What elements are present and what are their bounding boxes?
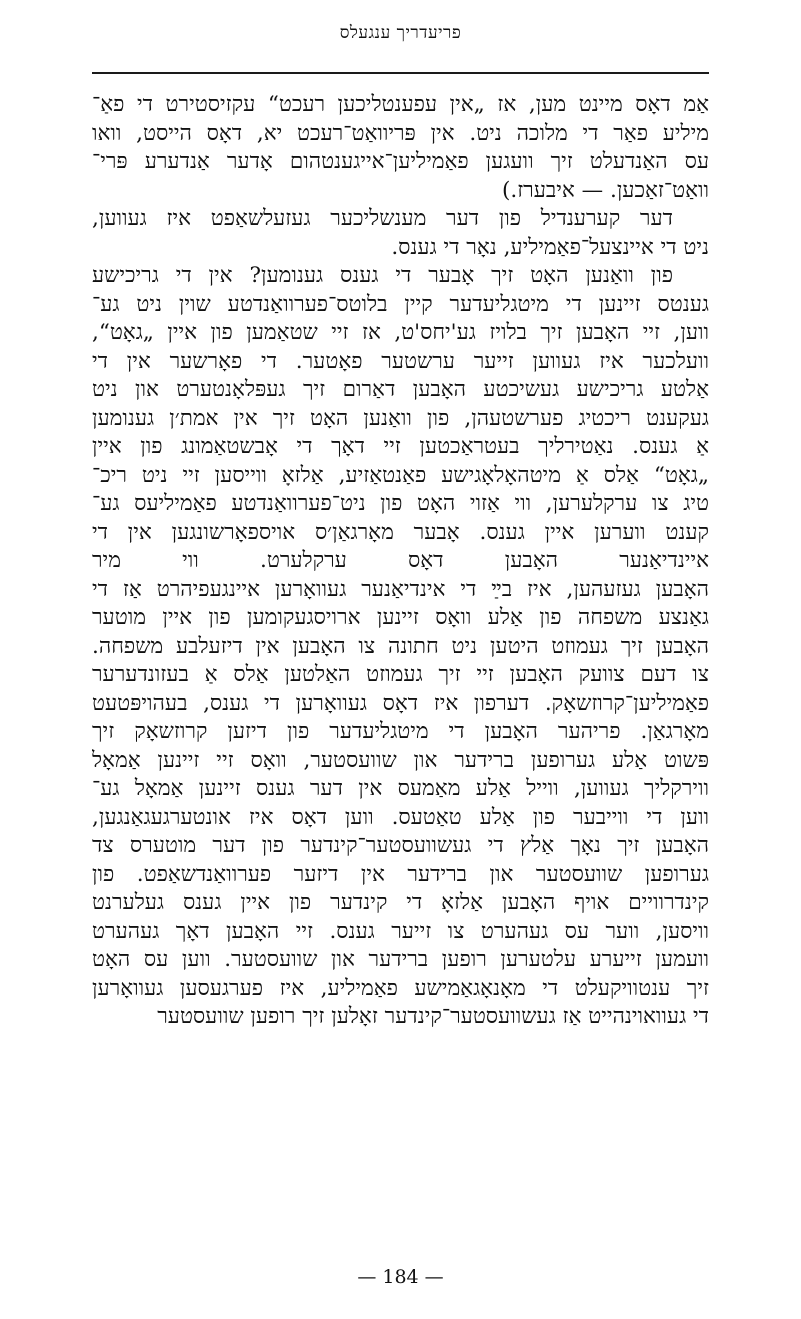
running-header: פריעדריך ענגעלס [339, 23, 462, 43]
paragraph [92, 91, 709, 205]
text-line: ווירקליך געווען, ווייל אַלע מאַמעס אין דער גענס זיינען אַמאָל גע־ [92, 776, 709, 801]
text-line: גענטס זיינען די מיטגליעדער קיין בלוטס־פערוואַנדטע שוין ניט גע־ [92, 291, 709, 317]
text-line: האָבען זיך געמוזט היטען ניט חתונה צו האָבען אין דיזעלבע משפחה. [92, 633, 709, 659]
text-line: קינדרוויים אויף האָבען אַלזאָ די קינדער פון איין גענס געלערנט [92, 890, 709, 915]
text-line: ווען די ווייבער פון אַלע טאַטעס. ווען דאָס איז אונטערגעגאַנגען, [92, 804, 709, 830]
text-line: וועמען זייערע עלטערען רופען ברידער און שוועסטער. ווען עס האָט [92, 947, 709, 972]
text-line: אַ גענס. נאַטירליך בעטראַכטען זיי דאָך די אָבשטאַמונג פון איין [92, 434, 709, 459]
text-line: גערופען שוועסטער און ברידער אין דיזער פערוואַנדשאַפט. פון [92, 861, 709, 887]
text-line: אַלטע גריכישע געשיכטע האָבען דאַרום זיך געפּלאָנטערט און ניט [92, 377, 709, 402]
text-line: מיליע פאַר די מלוכה ניט. אין פּריוואַט־רעכט יא, דאָס הייסט, וואו [92, 120, 709, 146]
text-line: וועלכער איז געווען זייער ערשטער פאָטער. די פאָרשער אין די [92, 348, 709, 374]
text-line: מאָרגאַן. פריהער האָבען די מיטגליעדער פון דיזען קרוזשאָק זיך [92, 719, 709, 744]
paragraph [92, 205, 709, 262]
text-line: עס האַנדעלט זיך וועגען פאַמיליען־אייגענטהום אָדער אַנדערע פּרי־ [92, 149, 709, 174]
paragraph [92, 262, 709, 1032]
text-line: טיג צו ערקלערען, ווי אַזוי האָט פון ניט־פערוואַנדטע פאַמיליעס גע־ [92, 491, 709, 516]
text-line: אַמ דאָס מיינט מען, אז „אין עפענטליכען רעכט“ עקזיסטירט די פאַ־ [92, 92, 709, 117]
text-line: זיך ענטוויקעלט די מאָנאָגאַמישע פאַמיליע, איז פערגעסען געוואָרען [92, 975, 709, 1001]
text-line: האָבען זיך נאָך אַלץ די געשוועסטער־קינדער פון דער מוטערס צד [92, 833, 709, 858]
text-line: ניט די איינצעל־פאַמיליע, נאָר די גענס. [391, 234, 709, 260]
text-line: וואַט־זאַכען. — איבערז.) [501, 177, 709, 203]
text-line: גאַנצע משפחה פון אַלע וואָס זיינען ארויסגעקומען פון איין מוטער [92, 605, 709, 630]
text-line: וויסען, ווער עס געהערט צו זייער גענס. זיי האָבען דאָך געהערט [92, 918, 709, 944]
text-line: ווען, זיי האָבען זיך בלויז גע'יחס'ט, אז זיי שטאַמען פון איין „גאָט“, [92, 320, 709, 345]
body-text [92, 91, 709, 1032]
text-line: פאַמיליען־קרוזשאָק. דערפון איז דאָס געוואָרען די גענס, בעהויפּטעט [92, 690, 709, 716]
text-line: די געוואוינהייט אַז געשוועסטער־קינדער זאָלען זיך רופען שוועסטער [157, 1004, 709, 1029]
text-line: פּשוט אַלע גערופען ברידער און שוועסטער, וואָס זיי זיינען אַמאָל [92, 747, 709, 773]
header-rule [92, 72, 709, 74]
page-number: — 184 — [357, 1266, 444, 1288]
text-line: „גאָט“ אַלס אַ מיטהאָלאָגישע פאַנטאַזיע, אַלזאָ ווייסען זיי ניט ריכ־ [92, 462, 709, 488]
text-line: האָבען געזעהען, איז בײַ די אינדיאַנער געוואָרען איינגעפיהרט אַז די [92, 576, 709, 602]
text-line: קענט ווערען איין גענס. אָבער מאָרגאַן׳ס אויספאָרשונגען אין די [92, 519, 709, 545]
text-line: דער קערענדיל פון דער מענשליכער געזעלשאַפט איז געווען, [92, 206, 673, 231]
text-line: איינדיאַנער האָבען דאָס ערקלערט. ווי מיר [92, 548, 709, 573]
text-line: געקענט ריכטיג פערשטעהן, פון וואַנען האָט זיך אין אמת׳ן גענומען [92, 405, 709, 431]
text-line: פון וואַנען האָט זיך אָבער די גענס גענומען? אין די גריכישע [92, 263, 673, 288]
text-line: צו דעם צוועק האָבען זיי זיך געמוזט האַלטען אַלס אַ בעזונדערער [92, 662, 709, 687]
